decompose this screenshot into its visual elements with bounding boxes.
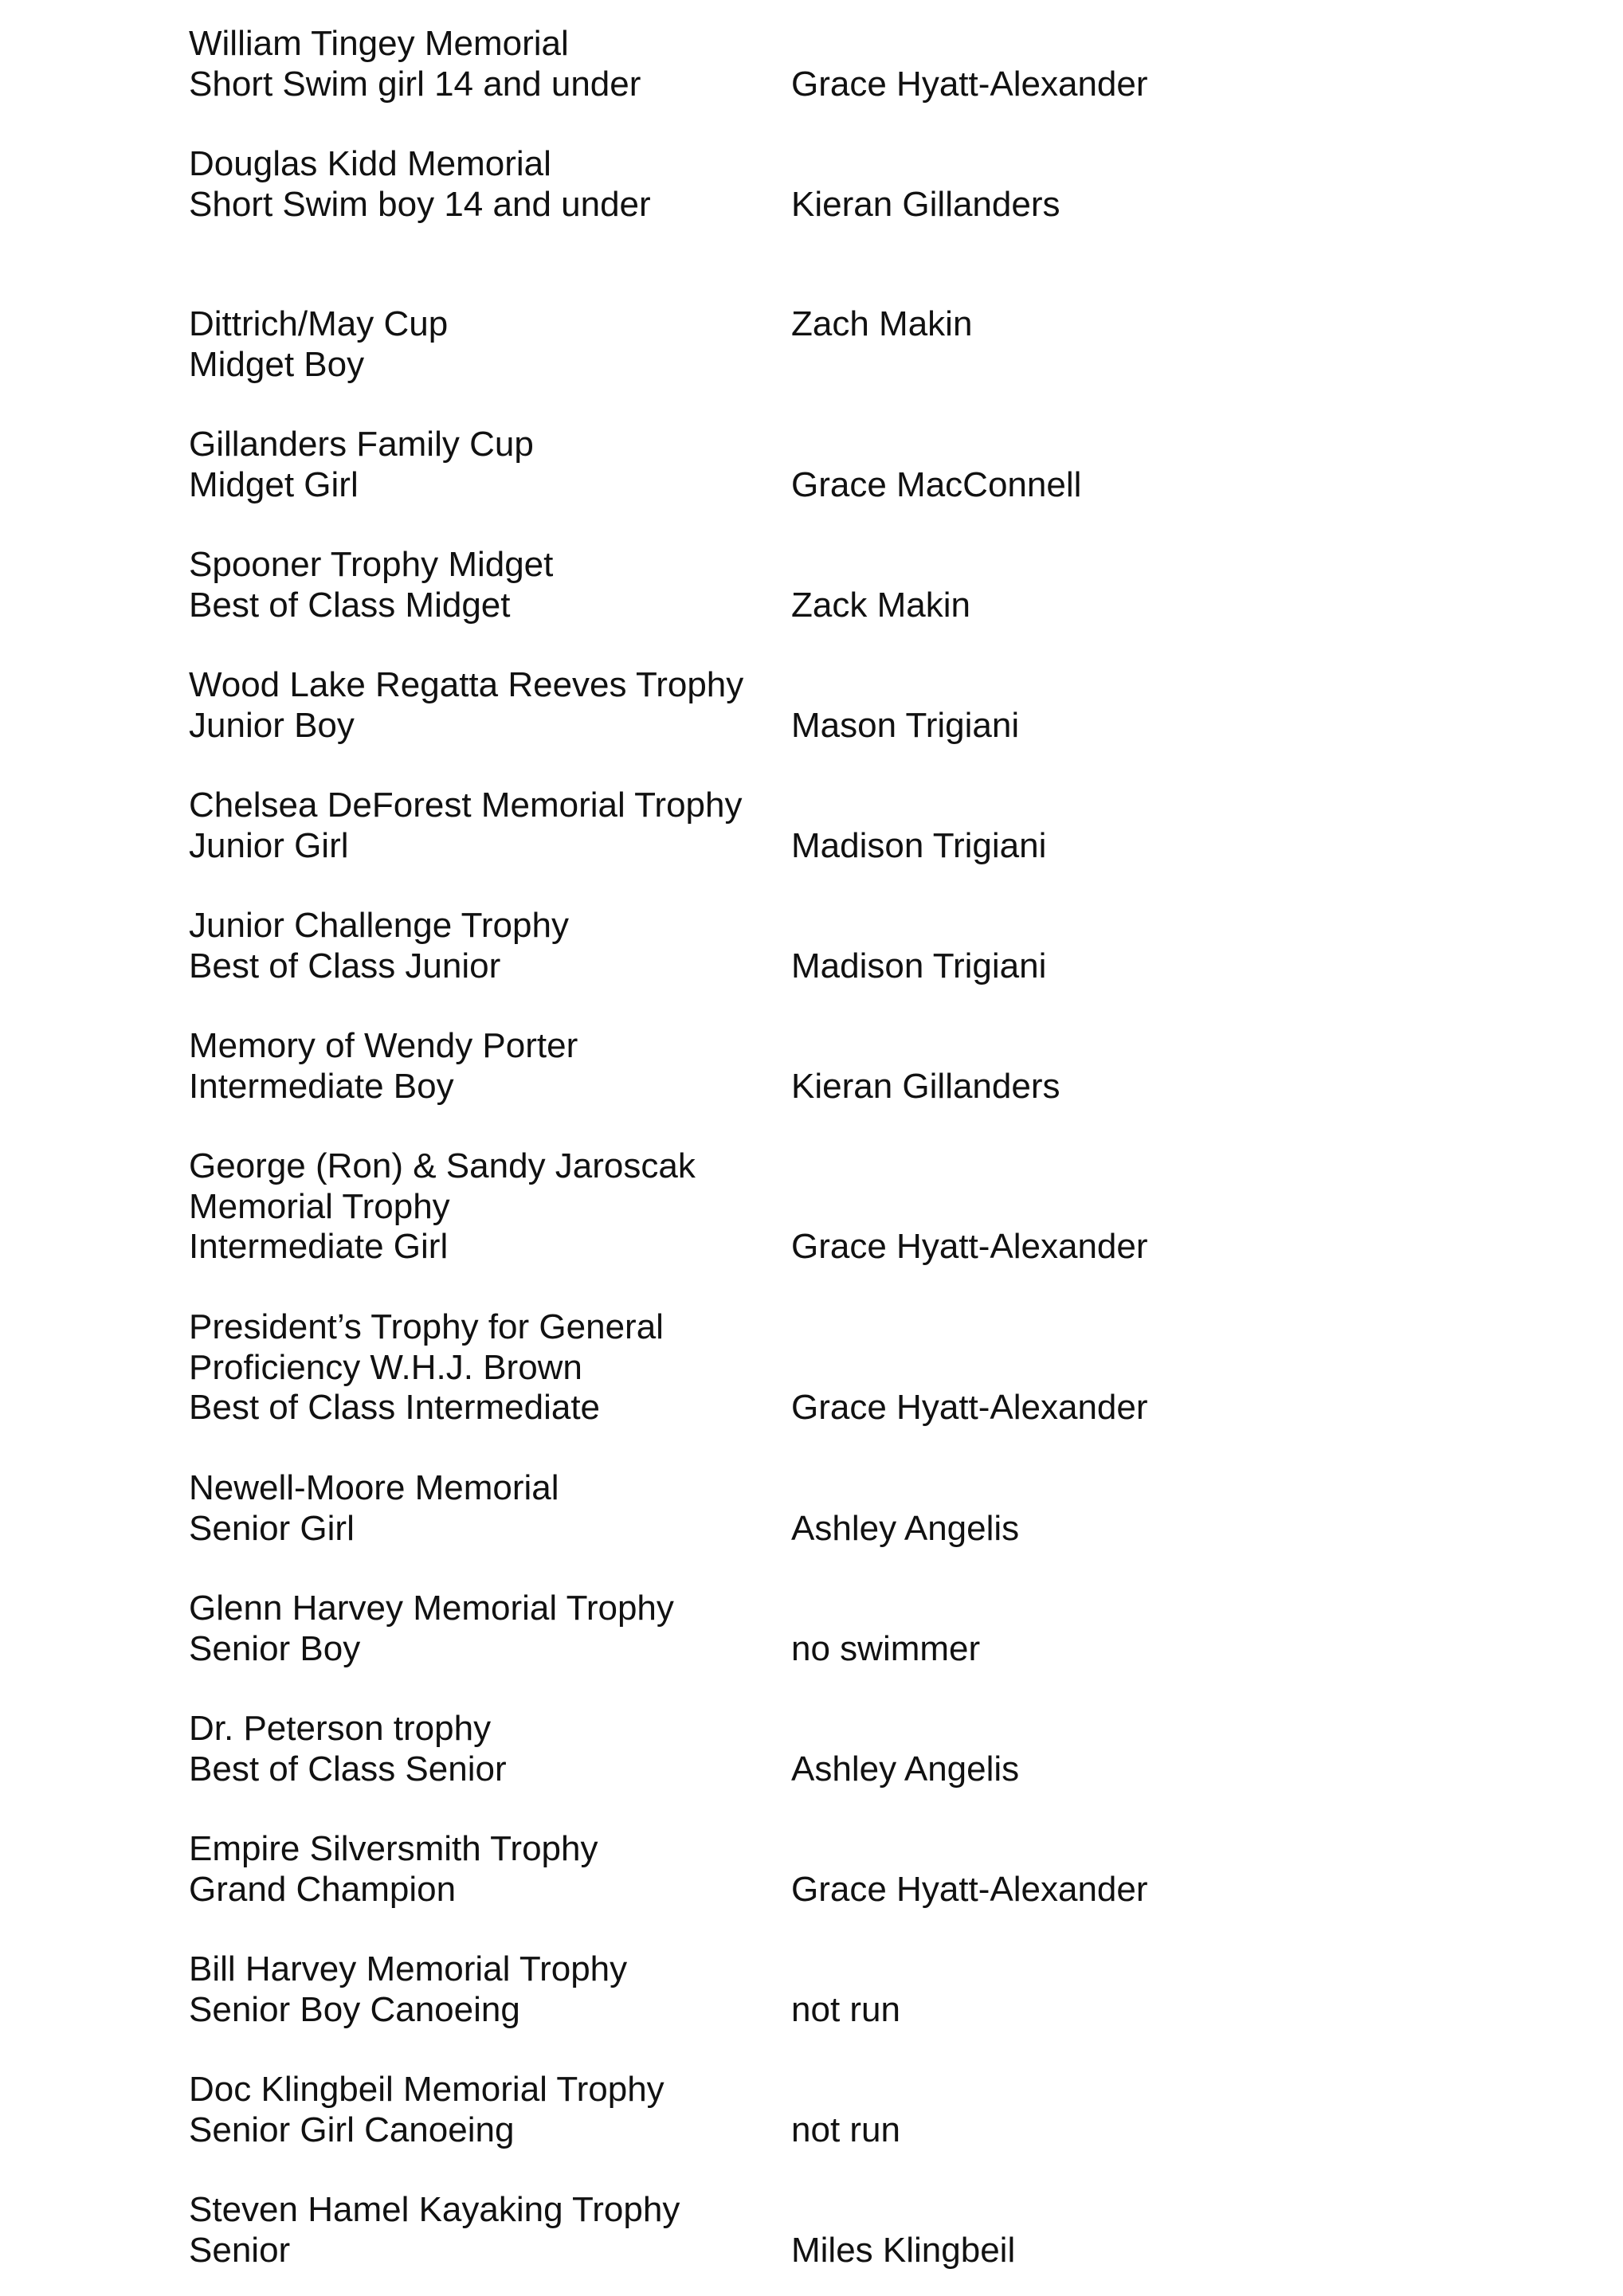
trophy-name xyxy=(189,545,778,625)
winner-name: Kieran Gillanders xyxy=(791,184,1060,224)
trophy-line: Grand Champion xyxy=(189,1869,457,1909)
trophy-line: Senior xyxy=(189,2230,291,2270)
trophy-line: Short Swim girl 14 and under xyxy=(189,64,641,104)
trophy-name xyxy=(189,1468,778,1549)
trophy-line: Junior Boy xyxy=(189,705,355,745)
trophy-line: Spooner Trophy Midget xyxy=(189,545,554,584)
trophy-line: Gillanders Family Cup xyxy=(189,425,534,464)
winner-name: Ashley Angelis xyxy=(791,1508,1020,1548)
trophy-line: Dittrich/May Cup xyxy=(189,304,449,343)
trophy-line: Dr. Peterson trophy xyxy=(189,1709,492,1748)
winner-name: Zack Makin xyxy=(791,585,970,625)
trophy-line: William Tingey Memorial xyxy=(189,24,569,63)
trophy-line: Newell-Moore Memorial xyxy=(189,1468,559,1507)
trophy-name xyxy=(189,1949,778,2030)
winner-name: not run xyxy=(791,2110,900,2149)
trophy-line: Senior Boy xyxy=(189,1628,361,1668)
trophy-line: Best of Class Intermediate xyxy=(189,1388,601,1427)
trophy-line: Doc Klingbeil Memorial Trophy xyxy=(189,2070,664,2109)
winner-name: Madison Trigiani xyxy=(791,946,1047,985)
winner-name: Madison Trigiani xyxy=(791,825,1047,865)
trophy-line: Glenn Harvey Memorial Trophy xyxy=(189,1589,674,1628)
trophy-name xyxy=(189,1709,778,1789)
trophy-name xyxy=(189,1146,778,1268)
trophy-line: Senior Girl xyxy=(189,1508,355,1548)
trophy-line: George (Ron) & Sandy Jaroscak xyxy=(189,1146,696,1185)
trophy-name xyxy=(189,24,778,104)
trophy-line: Memorial Trophy xyxy=(189,1186,450,1226)
trophy-line: Senior Girl Canoeing xyxy=(189,2110,515,2149)
trophy-name xyxy=(189,2190,778,2271)
trophy-line: Intermediate Girl xyxy=(189,1227,449,1266)
trophy-line: Best of Class Senior xyxy=(189,1749,507,1789)
trophy-line: Douglas Kidd Memorial xyxy=(189,144,551,183)
winner-name: Miles Klingbeil xyxy=(791,2230,1016,2270)
trophy-name xyxy=(189,425,778,505)
trophy-line: Empire Silversmith Trophy xyxy=(189,1829,598,1868)
winner-name: Kieran Gillanders xyxy=(791,1066,1060,1106)
winner-name: Grace Hyatt-Alexander xyxy=(791,1388,1148,1427)
trophy-line: Wood Lake Regatta Reeves Trophy xyxy=(189,665,744,704)
trophy-line: President’s Trophy for General xyxy=(189,1307,664,1346)
trophy-name xyxy=(189,665,778,746)
trophy-name xyxy=(189,1589,778,1669)
trophy-name xyxy=(189,2070,778,2150)
winner-name: Grace Hyatt-Alexander xyxy=(791,1227,1148,1266)
trophy-line: Bill Harvey Memorial Trophy xyxy=(189,1949,628,1988)
trophy-name xyxy=(189,906,778,986)
trophy-line: Proficiency W.H.J. Brown xyxy=(189,1347,582,1387)
winner-name: Grace MacConnell xyxy=(791,464,1082,504)
trophy-line: Junior Challenge Trophy xyxy=(189,906,569,945)
winner-name: Mason Trigiani xyxy=(791,705,1020,745)
trophy-line: Short Swim boy 14 and under xyxy=(189,184,651,224)
trophy-line: Best of Class Midget xyxy=(189,585,511,625)
trophy-line: Intermediate Boy xyxy=(189,1066,454,1106)
winner-name: Zach Makin xyxy=(791,304,973,343)
trophy-line: Midget Boy xyxy=(189,344,365,384)
trophy-name xyxy=(189,1829,778,1910)
trophy-line: Best of Class Junior xyxy=(189,946,501,985)
winner-name: no swimmer xyxy=(791,1628,981,1668)
trophy-name xyxy=(189,1307,778,1428)
trophy-line: Chelsea DeForest Memorial Trophy xyxy=(189,786,743,825)
winner-name: Grace Hyatt-Alexander xyxy=(791,1869,1148,1909)
trophy-line: Midget Girl xyxy=(189,464,359,504)
winner-name: not run xyxy=(791,1989,900,2029)
trophy-line: Memory of Wendy Porter xyxy=(189,1026,578,1065)
trophy-name xyxy=(189,144,778,225)
trophy-name xyxy=(189,304,778,385)
winner-name: Grace Hyatt-Alexander xyxy=(791,64,1148,104)
trophy-name xyxy=(189,1026,778,1107)
winner-name: Ashley Angelis xyxy=(791,1749,1020,1789)
trophy-line: Junior Girl xyxy=(189,825,349,865)
trophy-line: Steven Hamel Kayaking Trophy xyxy=(189,2190,680,2229)
trophy-line: Senior Boy Canoeing xyxy=(189,1989,520,2029)
trophy-name xyxy=(189,786,778,866)
